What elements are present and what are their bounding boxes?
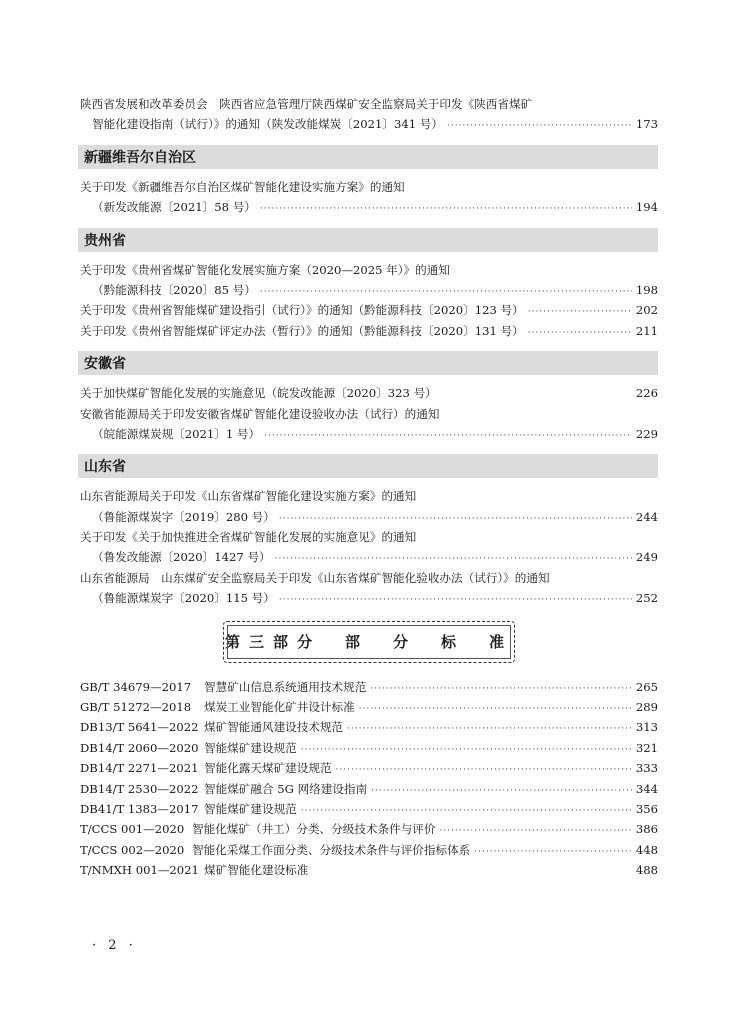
dot-leader: [279, 509, 632, 527]
dot-leader: [447, 116, 632, 134]
page-ref: 202: [635, 303, 658, 318]
standard-title: 煤矿智能通风建设技术规范: [204, 720, 344, 735]
part-three-title: 第三部分 部 分 标 准: [224, 633, 513, 652]
page-ref: 448: [635, 842, 658, 857]
standard-item: [80, 779, 658, 799]
toc-line: [80, 321, 658, 341]
standard-item: [80, 840, 658, 860]
standard-code: DB14/T 2060—2020: [80, 740, 199, 755]
toc-line: [80, 507, 658, 527]
entry-title: 关于印发《新疆维吾尔自治区煤矿智能化建设实施方案》的通知: [80, 179, 405, 194]
page-ref: 344: [635, 781, 658, 796]
entry-title: 山东省能源局 山东煤矿安全监察局关于印发《山东省煤矿智能化验收办法（试行）》的通知: [80, 570, 550, 585]
toc-line: [80, 383, 658, 403]
toc-line: [80, 280, 658, 300]
entry-title: 关于印发《贵州省煤矿智能化发展实施方案（2020—2025 年）》的通知: [80, 262, 450, 277]
standard-title: 煤炭工业智能化矿井设计标准: [204, 700, 355, 715]
dot-leader: [336, 760, 632, 778]
page-ref: 289: [635, 700, 658, 715]
standard-title: 智能化露天煤矿建设规范: [204, 761, 332, 776]
page-number: · 2 ·: [92, 938, 137, 953]
toc-line: [80, 424, 658, 444]
standard-code: GB/T 51272—2018: [80, 700, 192, 715]
toc-line: [80, 177, 658, 197]
standard-code: GB/T 34679—2017: [80, 679, 192, 694]
standard-title: 煤矿智能化建设标准: [204, 863, 309, 878]
standard-title: 智能化采煤工作面分类、分级技术条件与评价指标体系: [192, 842, 471, 857]
region-heading: 山东省: [78, 454, 658, 478]
dot-leader: [359, 699, 632, 717]
entry-title: 关于印发《贵州省智能煤矿建设指引（试行）》的通知（黔能源科技〔2020〕123 号）: [80, 303, 524, 318]
toc-line: [80, 300, 658, 320]
page-ref: 333: [635, 761, 658, 776]
toc-line: [80, 114, 658, 134]
dot-leader: [260, 199, 632, 217]
standard-code: T/NMXH 001—2021: [80, 863, 199, 878]
dot-leader: [301, 801, 632, 819]
standard-item: [80, 819, 658, 839]
dot-leader: [439, 821, 631, 839]
standard-code: DB41/T 1383—2017: [80, 801, 199, 816]
standard-item: [80, 758, 658, 778]
standard-item: [80, 677, 658, 697]
standard-code: DB14/T 2530—2022: [80, 781, 199, 796]
toc-line: [80, 197, 658, 217]
page-ref: 249: [635, 550, 658, 565]
dot-leader: [528, 323, 632, 341]
dot-leader: [528, 302, 632, 320]
toc-line: [80, 568, 658, 588]
entry-doc-number: （鲁能源煤炭字〔2019〕280 号）: [92, 509, 275, 524]
part-three-banner: [223, 621, 515, 663]
toc-line: [80, 404, 658, 424]
entry-title: 关于印发《关于加快推进全省煤矿智能化发展的实施意见》的通知: [80, 530, 417, 545]
region-heading: 安徽省: [78, 351, 658, 375]
dot-leader: [279, 590, 632, 608]
toc-line: [80, 94, 658, 114]
standard-item: [80, 860, 658, 880]
page-ref: 265: [635, 679, 658, 694]
page-ref: 173: [635, 117, 658, 132]
toc-line: [80, 547, 658, 567]
region-heading: 新疆维吾尔自治区: [78, 145, 658, 169]
dot-leader: [370, 679, 632, 697]
standard-code: DB13/T 5641—2022: [80, 720, 199, 735]
dot-leader: [371, 781, 632, 799]
toc-line: [80, 486, 658, 506]
standard-item: [80, 799, 658, 819]
standard-title: 智能煤矿建设规范: [204, 740, 297, 755]
page-ref: 226: [635, 386, 658, 401]
entry-title: 关于加快煤矿智能化发展的实施意见（皖发改能源〔2020〕323 号）: [80, 386, 437, 401]
dot-leader: [301, 740, 632, 758]
toc-line: [80, 527, 658, 547]
page-ref: 356: [635, 801, 658, 816]
standards-list: [80, 677, 658, 881]
page-ref: 229: [635, 426, 658, 441]
dot-leader: [264, 426, 632, 444]
dot-leader: [275, 549, 632, 567]
entry-title: 安徽省能源局关于印发安徽省煤矿智能化建设验收办法（试行）的通知: [80, 406, 440, 421]
standard-code: DB14/T 2271—2021: [80, 761, 199, 776]
entry-title: 山东省能源局关于印发《山东省煤矿智能化建设实施方案》的通知: [80, 489, 417, 504]
standard-code: T/CCS 002—2020: [80, 842, 185, 857]
page-ref: 252: [635, 591, 658, 606]
page-ref: 244: [635, 509, 658, 524]
dot-leader: [260, 282, 632, 300]
page-ref: 198: [635, 282, 658, 297]
page-ref: 211: [635, 323, 658, 338]
entry-doc-number: （鲁发改能源〔2020〕1427 号）: [92, 550, 271, 565]
standard-title: 智能化煤矿（井工）分类、分级技术条件与评价: [192, 822, 436, 837]
standard-title: 智慧矿山信息系统通用技术规范: [204, 679, 367, 694]
page-ref: 488: [635, 863, 658, 878]
page-ref: 194: [635, 200, 658, 215]
region-heading: 贵州省: [78, 228, 658, 252]
entry-title: 陕西省发展和改革委员会 陕西省应急管理厅陕西煤矿安全监察局关于印发《陕西省煤矿: [80, 97, 533, 111]
entry-title: 关于印发《贵州省智能煤矿评定办法（暂行）》的通知（黔能源科技〔2020〕131 号）: [80, 323, 524, 338]
entry-doc-number: （新发改能源〔2021〕58 号）: [92, 200, 256, 215]
toc-line: [80, 260, 658, 280]
standard-title: 智能煤矿融合 5G 网络建设指南: [204, 781, 368, 796]
toc-page: [80, 94, 658, 881]
entry-doc-number: （皖能源煤炭规〔2021〕1 号）: [92, 426, 261, 441]
standard-item: [80, 697, 658, 717]
page-ref: 321: [635, 740, 658, 755]
entry-title: 智能化建设指南（试行）》的通知（陕发改能煤炭〔2021〕341 号）: [92, 117, 443, 132]
standard-title: 智能煤矿建设规范: [204, 801, 297, 816]
page-ref: 313: [635, 720, 658, 735]
dot-leader: [347, 719, 632, 737]
entry-doc-number: （黔能源科技〔2020〕85 号）: [92, 282, 256, 297]
standard-item: [80, 717, 658, 737]
toc-line: [80, 588, 658, 608]
page-ref: 386: [635, 822, 658, 837]
entry-doc-number: （鲁能源煤炭字〔2020〕115 号）: [92, 591, 275, 606]
dot-leader: [474, 842, 632, 860]
standard-item: [80, 738, 658, 758]
standard-code: T/CCS 001—2020: [80, 822, 185, 837]
